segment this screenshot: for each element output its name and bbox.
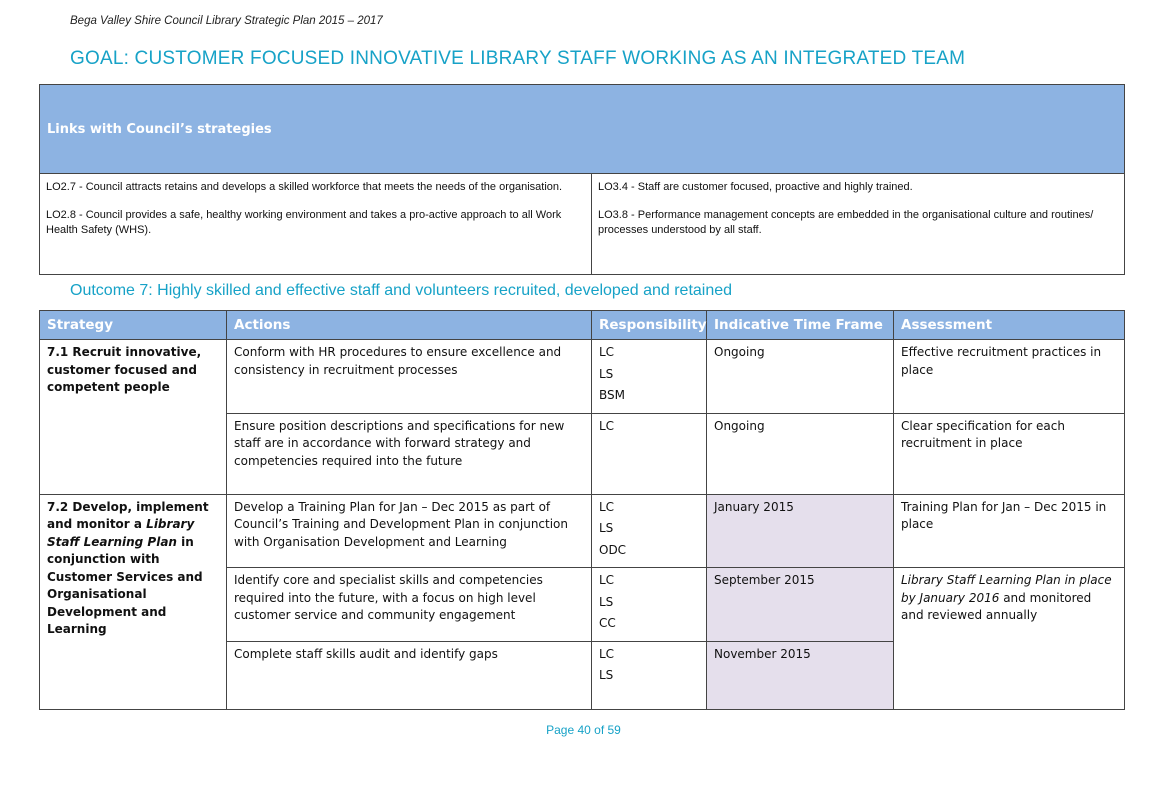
action-cell: Develop a Training Plan for Jan – Dec 2015 as part of Council’s Training and Development Plan in conjunction with Organisation Development and Learning — [227, 494, 592, 568]
responsibility-cell — [592, 340, 707, 414]
responsibility-code: LS — [599, 521, 614, 535]
strategy-table — [39, 310, 1125, 710]
responsibility-cell — [592, 568, 707, 642]
responsibility-code: ODC — [599, 542, 627, 557]
strategy-7-2-text-a: 7.2 Develop, implement and monitor a — [47, 499, 209, 531]
strategy-7-2-text-b: in conjunction with Customer Services and Organisational Development and Learning — [47, 534, 203, 636]
goal-heading: GOAL: CUSTOMER FOCUSED INNOVATIVE LIBRARY STAFF WORKING AS AN INTEGRATED TEAM — [70, 48, 966, 69]
action-cell: Complete staff skills audit and identify gaps — [227, 641, 592, 709]
strategy-7-1: 7.1 Recruit innovative, customer focused and competent people — [40, 340, 227, 495]
timeframe-cell: Ongoing — [707, 413, 894, 494]
responsibility-code: LS — [599, 594, 614, 609]
header-timeframe: Indicative Time Frame — [707, 311, 894, 340]
table-row — [40, 494, 1125, 568]
responsibility-code: LC — [599, 499, 615, 514]
responsibility-cell — [592, 494, 707, 568]
strategy-lo3-8: LO3.8 - Performance management concepts are embedded in the organisational culture and routines/ processes understood by all staff. — [598, 209, 1094, 236]
strategy-lo3-4: LO3.4 - Staff are customer focused, proactive and highly trained. — [598, 181, 913, 193]
responsibility-cell — [592, 641, 707, 709]
strategy-7-2 — [40, 494, 227, 709]
header-strategy: Strategy — [40, 311, 227, 340]
links-heading: Links with Council’s strategies — [40, 85, 1125, 174]
responsibility-code: LC — [599, 573, 615, 587]
assessment-cell: Effective recruitment practices in place — [894, 340, 1125, 414]
timeframe-cell: September 2015 — [707, 568, 894, 642]
document-running-header: Bega Valley Shire Council Library Strategic Plan 2015 – 2017 — [70, 15, 383, 27]
responsibility-code: LC — [599, 646, 615, 661]
header-actions: Actions — [227, 311, 592, 340]
assessment-cell — [894, 568, 1125, 710]
action-cell: Conform with HR procedures to ensure excellence and consistency in recruitment processes — [227, 340, 592, 414]
timeframe-cell: January 2015 — [707, 494, 894, 568]
links-left-cell — [40, 174, 592, 275]
responsibility-code: BSM — [599, 388, 625, 402]
strategy-lo2-8: LO2.8 - Council provides a safe, healthy working environment and takes a pro-active approach to all Work Health Safety (WHS). — [46, 209, 562, 236]
responsibility-code: LS — [599, 668, 614, 682]
table-header-row — [40, 311, 1125, 340]
responsibility-cell — [592, 413, 707, 494]
timeframe-cell: November 2015 — [707, 641, 894, 709]
responsibility-code: LS — [599, 366, 614, 381]
page-number: Page 40 of 59 — [546, 723, 621, 737]
timeframe-cell: Ongoing — [707, 340, 894, 414]
assessment-cell: Clear specification for each recruitment in place — [894, 413, 1125, 494]
links-right-cell — [592, 174, 1125, 275]
responsibility-code: LC — [599, 418, 615, 433]
header-responsibility: Responsibility — [592, 311, 707, 340]
outcome-heading: Outcome 7: Highly skilled and effective staff and volunteers recruited, developed and retained — [70, 282, 733, 299]
header-assessment: Assessment — [894, 311, 1125, 340]
assessment-cell: Training Plan for Jan – Dec 2015 in place — [894, 494, 1125, 568]
action-cell: Ensure position descriptions and specifications for new staff are in accordance with forward strategy and competencies required into the future — [227, 413, 592, 494]
council-strategies-table — [39, 84, 1125, 275]
responsibility-code: CC — [599, 616, 616, 630]
responsibility-code: LC — [599, 345, 615, 359]
strategy-7-2-plan-name: Library Staff Learning Plan — [47, 517, 195, 549]
table-row — [40, 340, 1125, 414]
strategy-lo2-7: LO2.7 - Council attracts retains and develops a skilled workforce that meets the needs of the organisation. — [46, 181, 563, 193]
assessment-plan-text: Library Staff Learning Plan in place by January 2016 — [901, 573, 1112, 605]
action-cell: Identify core and specialist skills and competencies required into the future, with a focus on high level customer service and community engagement — [227, 568, 592, 642]
assessment-review-text: and monitored and reviewed annually — [901, 590, 1092, 622]
